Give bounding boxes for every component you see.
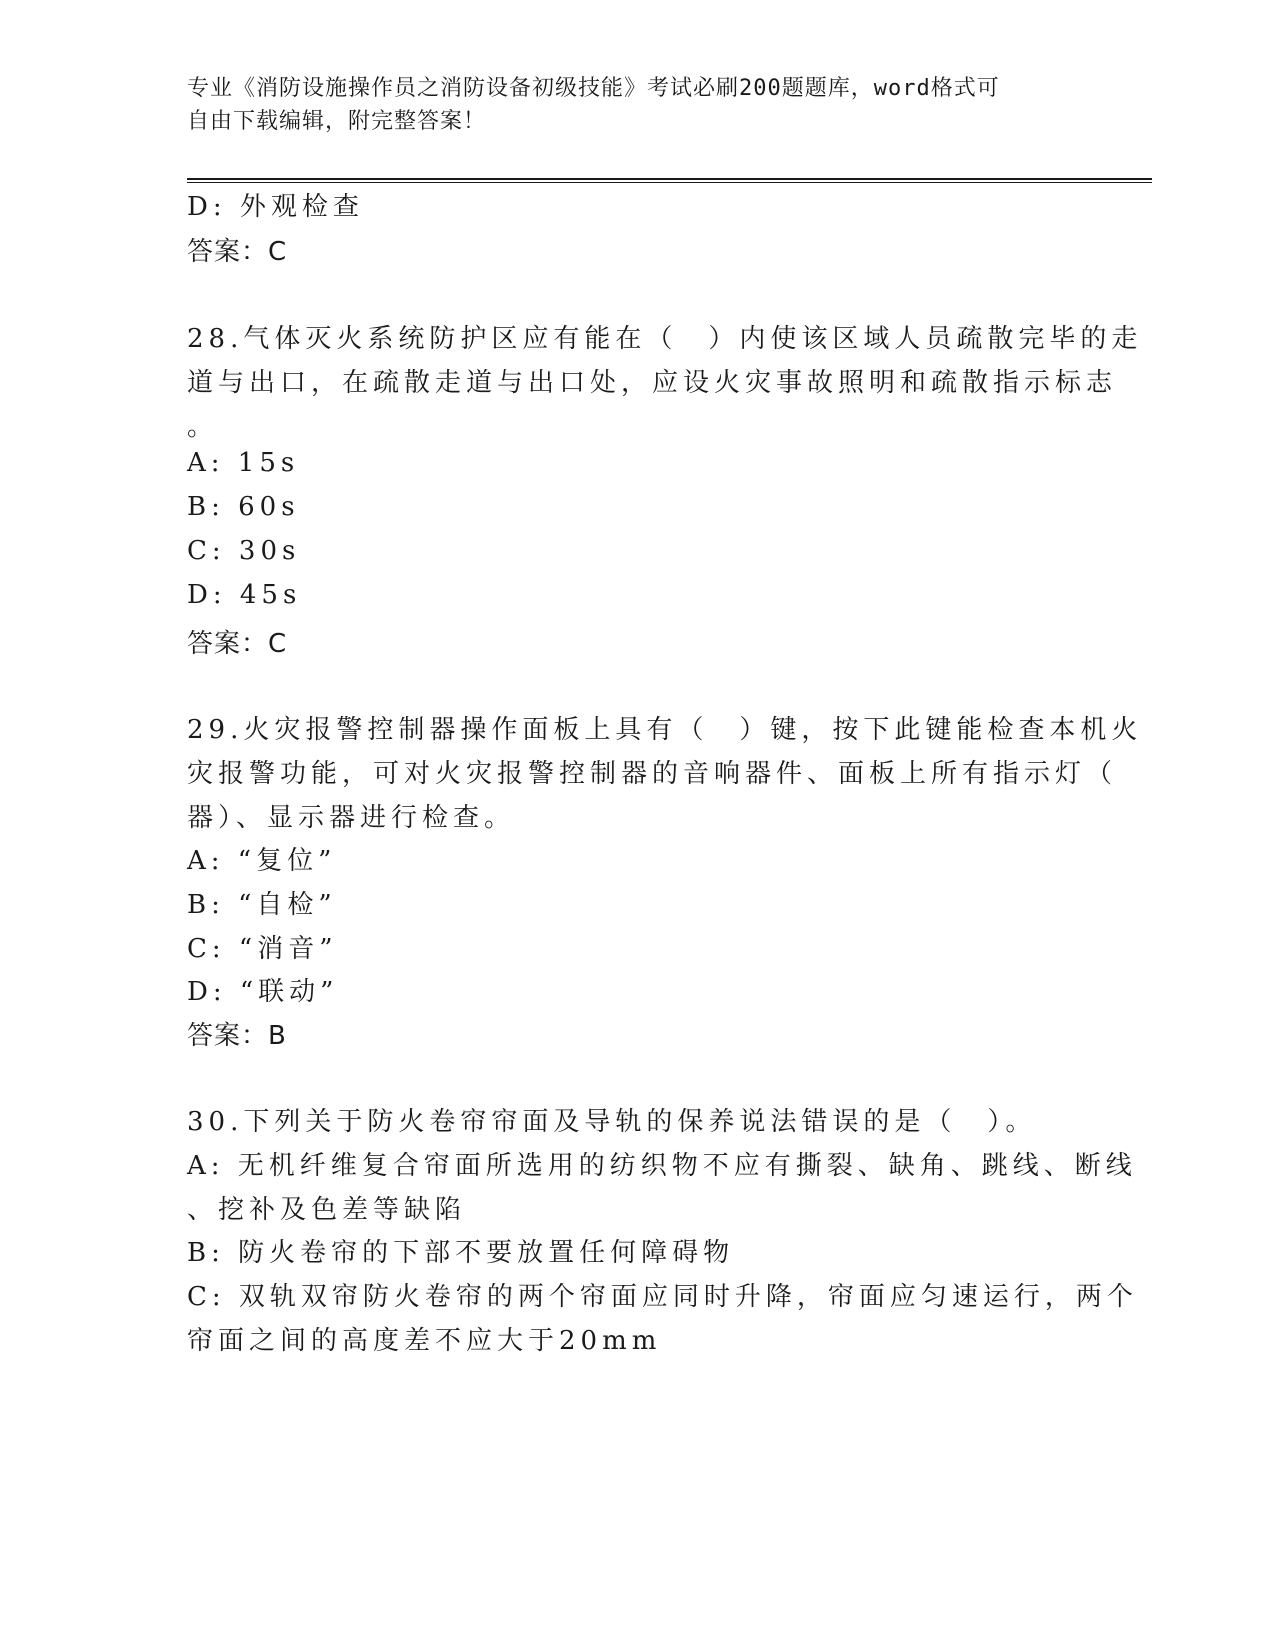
q28-option-c: C: 30s <box>187 536 301 566</box>
q28-option-d: D: 45s <box>187 580 302 610</box>
q29-stem-line-1: 29.火灾报警控制器操作面板上具有（ ）键，按下此键能检查本机火 <box>187 715 1143 745</box>
q28-stem-line-2: 道与出口，在疏散走道与出口处，应设火灾事故照明和疏散指示标志 <box>187 368 1118 398</box>
q27-answer: 答案：C <box>187 237 288 267</box>
q29-option-a: A: “复位” <box>187 846 337 876</box>
q28-answer: 答案：C <box>187 629 288 659</box>
header-title-line-2: 自由下载编辑，附完整答案！ <box>187 109 487 134</box>
q29-option-c: C: “消音” <box>187 934 338 964</box>
q27-option-d: D: 外观检查 <box>187 192 364 222</box>
q29-answer: 答案：B <box>187 1021 287 1051</box>
q28-option-a: A: 15s <box>187 448 300 478</box>
q29-option-d: D: “联动” <box>187 977 339 1007</box>
header-divider <box>187 178 1152 183</box>
q29-stem-line-3: 器）、显示器进行检查。 <box>187 803 516 833</box>
q30-option-a-line-2: 、挖补及色差等缺陷 <box>187 1195 467 1225</box>
q30-option-c-line-2: 帘面之间的高度差不应大于20mm <box>187 1326 662 1356</box>
q28-stem-line-3: 。 <box>187 412 219 442</box>
q28-option-b: B: 60s <box>187 492 300 522</box>
header-title-line-1: 专业《消防设施操作员之消防设备初级技能》考试必刷200题题库，word格式可 <box>187 76 1000 101</box>
q30-option-c-line-1: C: 双轨双帘防火卷帘的两个帘面应同时升降，帘面应匀速运行，两个 <box>187 1282 1138 1312</box>
q30-option-b: B: 防火卷帘的下部不要放置任何障碍物 <box>187 1238 735 1268</box>
q30-stem: 30.下列关于防火卷帘帘面及导轨的保养说法错误的是（ ）。 <box>187 1107 1037 1137</box>
q28-stem-line-1: 28.气体灭火系统防护区应有能在（ ）内使该区域人员疏散完毕的走 <box>187 324 1143 354</box>
q29-stem-line-2: 灾报警功能，可对火灾报警控制器的音响器件、面板上所有指示灯（ <box>187 759 1118 789</box>
q30-option-a-line-1: A: 无机纤维复合帘面所选用的纺织物不应有撕裂、缺角、跳线、断线 <box>187 1151 1137 1181</box>
q29-option-b: B: “自检” <box>187 890 337 920</box>
document-header <box>187 72 1087 138</box>
